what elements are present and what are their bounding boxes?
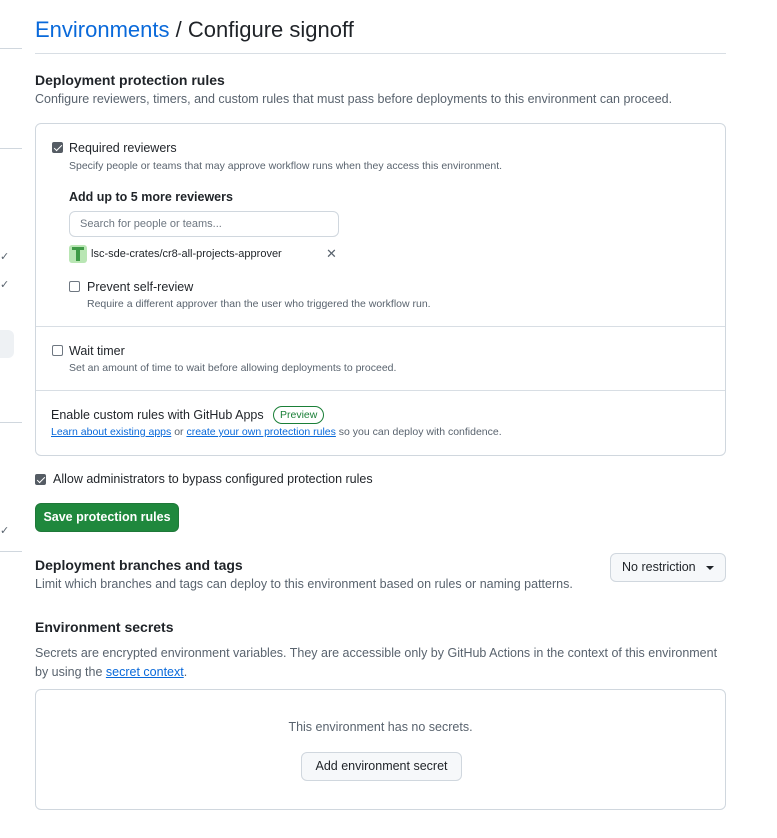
create-protection-rules-link[interactable]: create your own protection rules [186,426,336,438]
sidebar-divider [0,148,22,149]
triangle-down-icon [706,566,714,570]
custom-rules-links [51,425,502,439]
deployment-branches-description: Limit which branches and tags can deploy to this environment based on rules or naming patterns. [35,577,573,591]
rule-divider [36,390,725,391]
secrets-description-line2 [35,663,187,682]
chevron-icon[interactable]: ✓ [0,251,10,263]
custom-rules-suffix: so you can deploy with confidence. [338,426,502,438]
chevron-icon[interactable]: ✓ [0,525,10,537]
custom-rules-connector: or [174,426,184,438]
protection-rules-box [35,123,726,456]
add-environment-secret-button[interactable]: Add environment secret [301,752,462,781]
chevron-icon[interactable]: ✓ [0,279,10,291]
reviewer-search-input[interactable] [69,211,339,237]
branch-restriction-value: No restriction [622,560,696,574]
rule-divider [36,326,725,327]
required-reviewers-label: Required reviewers [69,141,177,155]
add-reviewers-label: Add up to 5 more reviewers [69,190,233,204]
page-header [35,16,726,54]
allow-admins-bypass-checkbox[interactable] [35,474,46,485]
custom-rules-label: Enable custom rules with GitHub Apps [51,408,264,422]
required-reviewers-note: Specify people or teams that may approve workflow runs when they access this environment. [69,160,503,172]
wait-timer-checkbox[interactable] [52,345,63,356]
remove-reviewer-x-icon[interactable]: ✕ [326,246,337,261]
wait-timer-note: Set an amount of time to wait before allowing deployments to proceed. [69,362,397,374]
no-secrets-message: This environment has no secrets. [288,720,473,734]
breadcrumb-separator: / [175,17,182,42]
secrets-description-line1: Secrets are encrypted environment variables. They are accessible only by GitHub Actions in the context of this environment [35,646,718,660]
secrets-box [35,689,726,810]
reviewer-team-name: lsc-sde-crates/cr8-all-projects-approver [91,248,282,260]
learn-existing-apps-link[interactable]: Learn about existing apps [51,426,172,438]
page-title: Configure signoff [187,17,354,42]
save-protection-rules-button[interactable]: Save protection rules [35,503,179,532]
prevent-self-review-note: Require a different approver than the user who triggered the workflow run. [87,298,431,310]
sidebar-divider [0,422,22,423]
sidebar-divider [0,551,22,552]
sidebar-active-item[interactable] [0,330,14,358]
branch-restriction-dropdown[interactable] [610,553,726,582]
preview-badge: Preview [273,406,324,424]
deployment-branches-heading: Deployment branches and tags [35,557,243,573]
sidebar-divider [0,48,22,49]
secrets-description-prefix: by using the [35,665,103,679]
environment-secrets-heading: Environment secrets [35,619,174,635]
required-reviewers-checkbox[interactable] [52,142,63,153]
protection-rules-description: Configure reviewers, timers, and custom rules that must pass before deployments to this environment can proceed. [35,92,673,106]
team-avatar-icon [69,245,87,263]
secret-context-link[interactable]: secret context [105,665,184,679]
prevent-self-review-label: Prevent self-review [87,280,194,294]
allow-admins-bypass-label: Allow administrators to bypass configured protection rules [53,472,373,486]
secrets-description-suffix: . [183,665,188,679]
wait-timer-label: Wait timer [69,344,125,358]
breadcrumb-environments-link[interactable]: Environments [35,17,170,42]
protection-rules-heading: Deployment protection rules [35,72,225,88]
prevent-self-review-checkbox[interactable] [69,281,80,292]
